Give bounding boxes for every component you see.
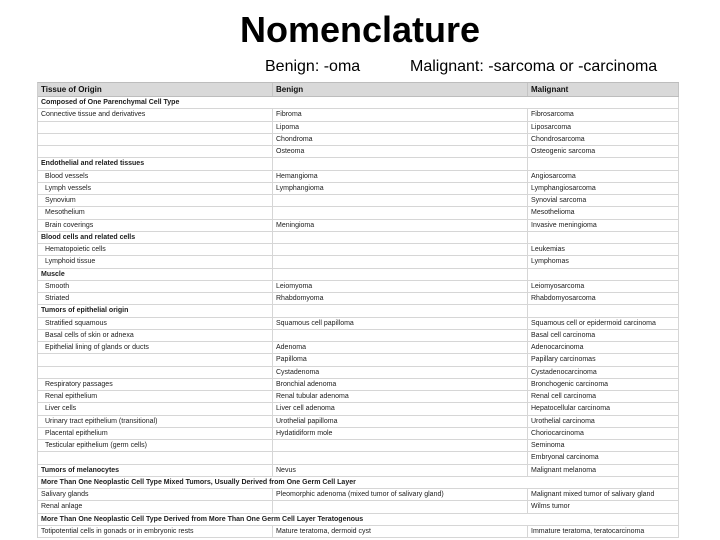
table-row bbox=[38, 244, 679, 256]
tissue-of-origin-cell: Basal cells of skin or adnexa bbox=[38, 330, 273, 341]
table-row bbox=[38, 122, 679, 134]
table-row bbox=[38, 195, 679, 207]
table-row bbox=[38, 281, 679, 293]
benign-cell: Nevus bbox=[273, 465, 528, 476]
malignant-cell: Immature teratoma, teratocarcinoma bbox=[528, 526, 679, 537]
table-row bbox=[38, 232, 679, 244]
nomenclature-table bbox=[37, 82, 679, 538]
malignant-cell: Chondrosarcoma bbox=[528, 134, 679, 145]
table-row bbox=[38, 183, 679, 195]
table-row bbox=[38, 342, 679, 354]
malignant-cell: Leiomyosarcoma bbox=[528, 281, 679, 292]
malignant-cell bbox=[528, 305, 679, 316]
tissue-of-origin-cell: Placental epithelium bbox=[38, 428, 273, 439]
benign-cell: Meningioma bbox=[273, 220, 528, 231]
malignant-cell: Angiosarcoma bbox=[528, 171, 679, 182]
table-row bbox=[38, 134, 679, 146]
section-header-row bbox=[38, 477, 679, 489]
table-row bbox=[38, 526, 679, 538]
malignant-cell: Liposarcoma bbox=[528, 122, 679, 133]
malignant-cell: Seminoma bbox=[528, 440, 679, 451]
benign-cell: Chondroma bbox=[273, 134, 528, 145]
benign-cell bbox=[273, 452, 528, 463]
malignant-suffix-rule: Malignant: -sarcoma or -carcinoma bbox=[410, 58, 658, 75]
tissue-of-origin-cell: Lymph vessels bbox=[38, 183, 273, 194]
tissue-of-origin-cell: Mesothelium bbox=[38, 207, 273, 218]
benign-cell bbox=[273, 269, 528, 280]
section-header: Composed of One Parenchymal Cell Type bbox=[38, 97, 679, 108]
table-row bbox=[38, 318, 679, 330]
tissue-of-origin-cell: Striated bbox=[38, 293, 273, 304]
tissue-of-origin-cell: Blood cells and related cells bbox=[38, 232, 273, 243]
benign-cell: Renal tubular adenoma bbox=[273, 391, 528, 402]
malignant-cell: Hepatocellular carcinoma bbox=[528, 403, 679, 414]
tissue-of-origin-cell: Synovium bbox=[38, 195, 273, 206]
malignant-cell: Lymphangiosarcoma bbox=[528, 183, 679, 194]
table-row bbox=[38, 171, 679, 183]
table-row bbox=[38, 367, 679, 379]
table-row bbox=[38, 465, 679, 477]
table-row bbox=[38, 501, 679, 513]
tissue-of-origin-cell: Hematopoietic cells bbox=[38, 244, 273, 255]
tissue-of-origin-cell bbox=[38, 367, 273, 378]
benign-cell: Leiomyoma bbox=[273, 281, 528, 292]
benign-cell: Cystadenoma bbox=[273, 367, 528, 378]
tissue-of-origin-cell: Urinary tract epithelium (transitional) bbox=[38, 416, 273, 427]
benign-cell bbox=[273, 244, 528, 255]
table-row bbox=[38, 269, 679, 281]
tissue-of-origin-cell bbox=[38, 134, 273, 145]
table-row bbox=[38, 256, 679, 268]
table-row bbox=[38, 379, 679, 391]
malignant-cell: Osteogenic sarcoma bbox=[528, 146, 679, 157]
benign-cell: Hemangioma bbox=[273, 171, 528, 182]
tissue-of-origin-cell: Totipotential cells in gonads or in embryonic rests bbox=[38, 526, 273, 537]
malignant-cell: Leukemias bbox=[528, 244, 679, 255]
malignant-cell: Bronchogenic carcinoma bbox=[528, 379, 679, 390]
table-row bbox=[38, 416, 679, 428]
malignant-cell: Malignant melanoma bbox=[528, 465, 679, 476]
section-header: More Than One Neoplastic Cell Type Mixed Tumors, Usually Derived from One Germ Cell Layer bbox=[38, 477, 679, 488]
benign-cell: Liver cell adenoma bbox=[273, 403, 528, 414]
table-row bbox=[38, 305, 679, 317]
benign-cell bbox=[273, 440, 528, 451]
malignant-cell: Malignant mixed tumor of salivary gland bbox=[528, 489, 679, 500]
tissue-of-origin-cell bbox=[38, 354, 273, 365]
benign-cell: Lipoma bbox=[273, 122, 528, 133]
benign-cell: Bronchial adenoma bbox=[273, 379, 528, 390]
tissue-of-origin-cell: Testicular epithelium (germ cells) bbox=[38, 440, 273, 451]
tissue-of-origin-cell: Salivary glands bbox=[38, 489, 273, 500]
benign-cell: Pleomorphic adenoma (mixed tumor of salivary gland) bbox=[273, 489, 528, 500]
section-header-row bbox=[38, 97, 679, 109]
malignant-cell: Squamous cell or epidermoid carcinoma bbox=[528, 318, 679, 329]
benign-suffix-rule: Benign: -oma bbox=[265, 58, 361, 75]
tissue-of-origin-cell: Tumors of epithelial origin bbox=[38, 305, 273, 316]
benign-cell: Rhabdomyoma bbox=[273, 293, 528, 304]
table-header-row bbox=[38, 83, 679, 97]
benign-cell bbox=[273, 330, 528, 341]
table-row bbox=[38, 391, 679, 403]
table-row bbox=[38, 452, 679, 464]
table-row bbox=[38, 489, 679, 501]
malignant-cell: Embryonal carcinoma bbox=[528, 452, 679, 463]
tissue-of-origin-cell bbox=[38, 146, 273, 157]
tissue-of-origin-cell: Stratified squamous bbox=[38, 318, 273, 329]
table-row bbox=[38, 440, 679, 452]
table-body bbox=[38, 97, 679, 538]
malignant-cell: Mesothelioma bbox=[528, 207, 679, 218]
tissue-of-origin-cell bbox=[38, 122, 273, 133]
tissue-of-origin-cell: Endothelial and related tissues bbox=[38, 158, 273, 169]
tissue-of-origin-cell: Muscle bbox=[38, 269, 273, 280]
tissue-of-origin-cell: Liver cells bbox=[38, 403, 273, 414]
tissue-of-origin-cell: Respiratory passages bbox=[38, 379, 273, 390]
table-row bbox=[38, 109, 679, 121]
malignant-cell: Renal cell carcinoma bbox=[528, 391, 679, 402]
benign-cell bbox=[273, 207, 528, 218]
malignant-cell: Adenocarcinoma bbox=[528, 342, 679, 353]
benign-cell bbox=[273, 501, 528, 512]
benign-cell: Papilloma bbox=[273, 354, 528, 365]
benign-cell bbox=[273, 232, 528, 243]
table-row bbox=[38, 403, 679, 415]
malignant-cell: Choriocarcinoma bbox=[528, 428, 679, 439]
table-row bbox=[38, 293, 679, 305]
table-row bbox=[38, 158, 679, 170]
malignant-cell: Cystadenocarcinoma bbox=[528, 367, 679, 378]
benign-cell bbox=[273, 195, 528, 206]
malignant-cell: Basal cell carcinoma bbox=[528, 330, 679, 341]
benign-cell: Lymphangioma bbox=[273, 183, 528, 194]
section-header-row bbox=[38, 514, 679, 526]
table-row bbox=[38, 220, 679, 232]
slide-title: Nomenclature bbox=[239, 9, 481, 50]
table-row bbox=[38, 207, 679, 219]
tissue-of-origin-cell bbox=[38, 452, 273, 463]
table-row bbox=[38, 146, 679, 158]
table-row bbox=[38, 330, 679, 342]
malignant-cell bbox=[528, 158, 679, 169]
malignant-cell bbox=[528, 232, 679, 243]
table-row bbox=[38, 354, 679, 366]
benign-cell: Mature teratoma, dermoid cyst bbox=[273, 526, 528, 537]
malignant-cell: Invasive meningioma bbox=[528, 220, 679, 231]
tissue-of-origin-cell: Lymphoid tissue bbox=[38, 256, 273, 267]
column-header-benign: Benign bbox=[273, 83, 528, 96]
tissue-of-origin-cell: Blood vessels bbox=[38, 171, 273, 182]
malignant-cell: Rhabdomyosarcoma bbox=[528, 293, 679, 304]
benign-cell: Adenoma bbox=[273, 342, 528, 353]
benign-cell: Squamous cell papilloma bbox=[273, 318, 528, 329]
malignant-cell bbox=[528, 269, 679, 280]
malignant-cell: Fibrosarcoma bbox=[528, 109, 679, 120]
tissue-of-origin-cell: Renal epithelium bbox=[38, 391, 273, 402]
benign-cell: Urothelial papilloma bbox=[273, 416, 528, 427]
tissue-of-origin-cell: Epithelial lining of glands or ducts bbox=[38, 342, 273, 353]
malignant-cell: Papillary carcinomas bbox=[528, 354, 679, 365]
table-row bbox=[38, 428, 679, 440]
column-header-malignant: Malignant bbox=[528, 83, 679, 96]
benign-cell: Hydatidiform mole bbox=[273, 428, 528, 439]
benign-cell: Fibroma bbox=[273, 109, 528, 120]
tissue-of-origin-cell: Renal anlage bbox=[38, 501, 273, 512]
tissue-of-origin-cell: Smooth bbox=[38, 281, 273, 292]
column-header-tissue-of-origin: Tissue of Origin bbox=[38, 83, 273, 96]
tissue-of-origin-cell: Brain coverings bbox=[38, 220, 273, 231]
section-header: More Than One Neoplastic Cell Type Derived from More Than One Germ Cell Layer Teratogenous bbox=[38, 514, 679, 525]
malignant-cell: Synovial sarcoma bbox=[528, 195, 679, 206]
malignant-cell: Wilms tumor bbox=[528, 501, 679, 512]
tissue-of-origin-cell: Connective tissue and derivatives bbox=[38, 109, 273, 120]
malignant-cell: Urothelial carcinoma bbox=[528, 416, 679, 427]
benign-cell: Osteoma bbox=[273, 146, 528, 157]
benign-cell bbox=[273, 158, 528, 169]
benign-cell bbox=[273, 305, 528, 316]
tissue-of-origin-cell: Tumors of melanocytes bbox=[38, 465, 273, 476]
benign-cell bbox=[273, 256, 528, 267]
malignant-cell: Lymphomas bbox=[528, 256, 679, 267]
